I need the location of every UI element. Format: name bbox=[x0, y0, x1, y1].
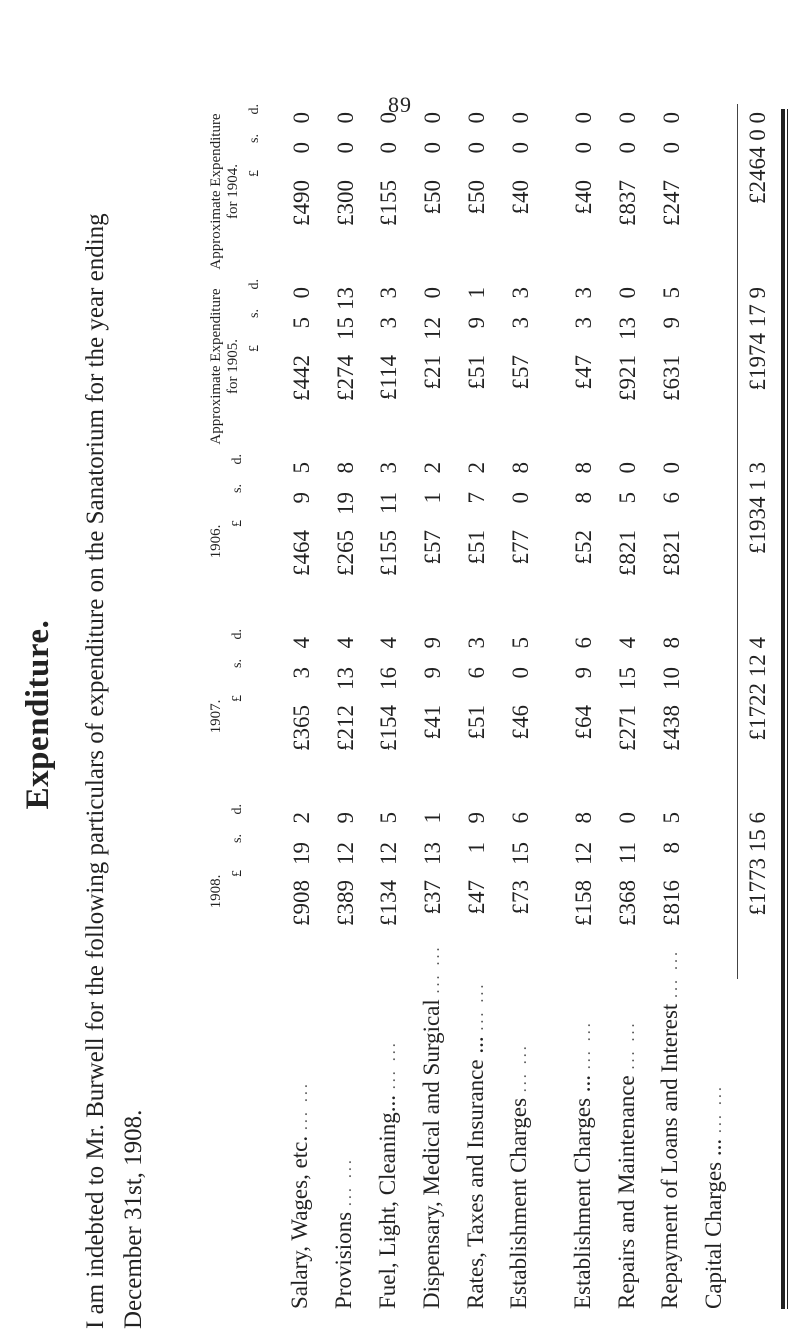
amount-1906: £7708 bbox=[507, 462, 533, 565]
item-label: Capital Charges ... ... ... bbox=[701, 1084, 727, 1309]
amount-1908: £73156 bbox=[507, 812, 533, 915]
header-item bbox=[208, 979, 280, 1309]
item-label: Salary, Wages, etc. ... ... bbox=[287, 1081, 313, 1309]
amount-1906 bbox=[694, 454, 738, 629]
rotated-page-content bbox=[0, 100, 800, 1329]
amount-1906: £5712 bbox=[420, 462, 446, 565]
amount-1908: £4719 bbox=[464, 812, 490, 915]
amount-1905: £5733 bbox=[507, 287, 533, 390]
page-heading: Expenditure. bbox=[20, 619, 56, 810]
amount-1905: £11433 bbox=[376, 287, 402, 401]
amount-1905: £2741513 bbox=[332, 287, 358, 401]
table-row bbox=[499, 104, 543, 1309]
table-row bbox=[606, 104, 650, 1309]
total-1904: £2464 0 0 bbox=[738, 104, 778, 279]
amount-1907: £4605 bbox=[507, 637, 533, 740]
total-1908: £1773 15 6 bbox=[738, 804, 778, 979]
amount-1907: £212134 bbox=[332, 637, 358, 751]
item-label: Dispensary, Medical and Surgical ... ... bbox=[418, 944, 444, 1309]
expenditure-table bbox=[208, 104, 778, 1309]
amount-1906: £5288 bbox=[571, 462, 597, 565]
amount-1904: £30000 bbox=[332, 112, 358, 226]
total-label bbox=[738, 979, 778, 1309]
amount-1904: £15500 bbox=[376, 112, 402, 226]
amount-1907: £6496 bbox=[571, 637, 597, 740]
item-label: Repairs and Maintenance ... ... bbox=[613, 1020, 639, 1309]
amount-1904: £83700 bbox=[615, 112, 641, 226]
amount-1908: £368110 bbox=[615, 812, 641, 926]
table-row bbox=[455, 104, 499, 1309]
total-1907: £1722 12 4 bbox=[738, 629, 778, 804]
intro-text-line-2: December 31st, 1908. bbox=[120, 1109, 147, 1329]
total-1905: £1974 17 9 bbox=[738, 279, 778, 454]
item-label: Establishment Charges ... ... ... bbox=[569, 1020, 595, 1309]
header-1907: 1907. £ s. d. bbox=[208, 629, 245, 734]
amount-1906: £46495 bbox=[288, 462, 314, 576]
amount-1905: £63195 bbox=[658, 287, 684, 401]
amount-1904: £4000 bbox=[571, 112, 597, 215]
amount-1904: £5000 bbox=[420, 112, 446, 215]
amount-1908 bbox=[694, 804, 738, 979]
table-body bbox=[280, 104, 778, 1309]
table-row bbox=[280, 104, 324, 1309]
amount-1905: £44250 bbox=[288, 287, 314, 401]
header-1908: 1908. £ s. d. bbox=[208, 804, 245, 909]
amount-1904: £4000 bbox=[507, 112, 533, 215]
amount-1905: £4733 bbox=[571, 287, 597, 390]
amount-1904: £49000 bbox=[288, 112, 314, 226]
item-label: Repayment of Loans and Interest ... ... bbox=[657, 948, 683, 1309]
amount-1908: £37131 bbox=[420, 812, 446, 915]
amount-1906: £82150 bbox=[615, 462, 641, 576]
amount-1907: £154164 bbox=[376, 637, 402, 751]
table-row bbox=[562, 104, 606, 1309]
item-label: Rates, Taxes and Insurance ... ... ... bbox=[462, 981, 488, 1309]
amount-1904 bbox=[694, 104, 738, 279]
header-1905: Approximate Expenditure for 1905. £ s. d. bbox=[208, 279, 262, 445]
table-row bbox=[650, 104, 694, 1309]
amount-1907: £4199 bbox=[420, 637, 446, 740]
intro-text-line-1: I am indebted to Mr. Burwell for the following particulars of expenditure on the Sanatorium for the year ending bbox=[82, 213, 109, 1329]
table-header-row bbox=[208, 104, 280, 1309]
amount-1907: £36534 bbox=[288, 637, 314, 751]
amount-1906: £155113 bbox=[376, 462, 402, 576]
amount-1905: £921130 bbox=[615, 287, 641, 401]
amount-1908: £908192 bbox=[288, 812, 314, 926]
amount-1905 bbox=[694, 279, 738, 454]
amount-1904: £24700 bbox=[658, 112, 684, 226]
header-1906: 1906. £ s. d. bbox=[208, 454, 245, 559]
total-row bbox=[738, 104, 778, 1309]
amount-1908: £389129 bbox=[332, 812, 358, 926]
amount-1906: £5172 bbox=[464, 462, 490, 565]
amount-1907 bbox=[694, 629, 738, 804]
amount-1906: £82160 bbox=[658, 462, 684, 576]
amount-1906: £265198 bbox=[332, 462, 358, 576]
amount-1907: £438108 bbox=[658, 637, 684, 751]
amount-1905: £5191 bbox=[464, 287, 490, 390]
table-row bbox=[324, 104, 368, 1309]
item-label: Establishment Charges ... ... bbox=[506, 1043, 532, 1309]
amount-1908: £158128 bbox=[571, 812, 597, 926]
amount-1904: £5000 bbox=[464, 112, 490, 215]
amount-1907: £271154 bbox=[615, 637, 641, 751]
table-row bbox=[694, 104, 738, 1309]
table-row bbox=[368, 104, 412, 1309]
page-number: 89 bbox=[388, 92, 412, 117]
table-row bbox=[411, 104, 455, 1309]
amount-1907: £5163 bbox=[464, 637, 490, 740]
row-spacer bbox=[543, 104, 563, 1309]
amount-1908: £81685 bbox=[658, 812, 684, 926]
item-label: Fuel, Light, Cleaning... ... ... bbox=[374, 1040, 400, 1309]
total-1906: £1934 1 3 bbox=[738, 454, 778, 629]
amount-1905: £21120 bbox=[420, 287, 446, 390]
bottom-rule bbox=[781, 109, 788, 1309]
header-1904: Approximate Expenditure for 1904. £ s. d. bbox=[208, 104, 262, 270]
amount-1908: £134125 bbox=[376, 812, 402, 926]
item-label: Provisions ... ... bbox=[331, 1157, 357, 1309]
